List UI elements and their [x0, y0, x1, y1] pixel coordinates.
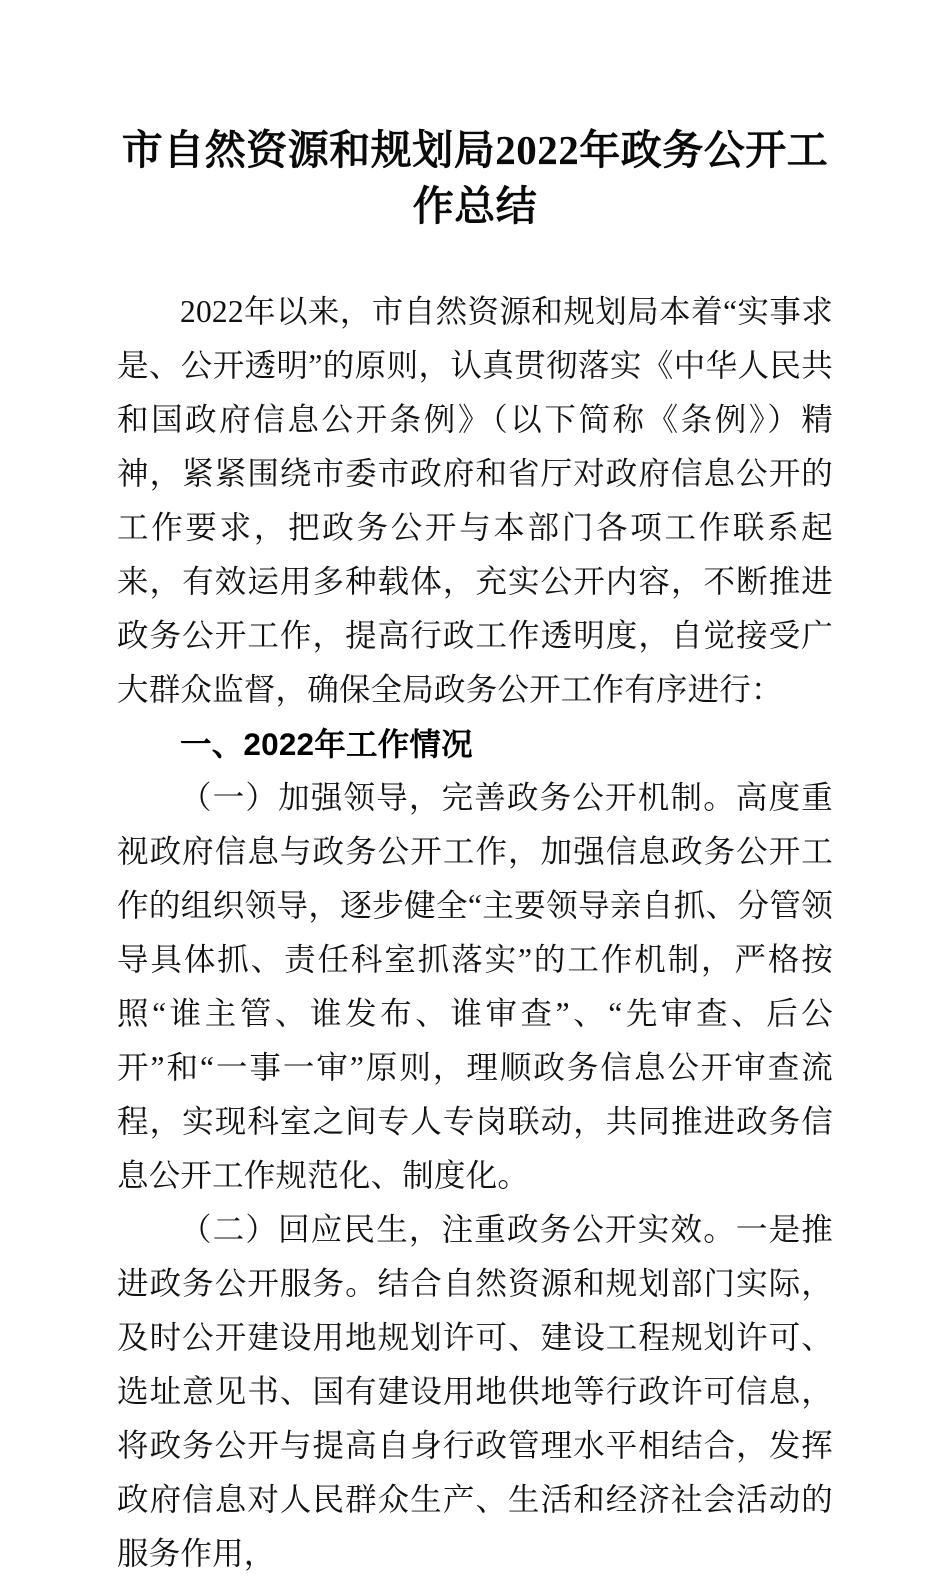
page-title: 市自然资源和规划局2022年政务公开工作总结 — [121, 127, 829, 229]
paragraph-item-one: （一）加强领导，完善政务公开机制。高度重视政府信息与政务公开工作，加强信息政务公开工作的组织领导，逐步健全“主要领导亲自抓、分管领导具体抓、责任科室抓落实”的工作机制，严格按照“谁主管、谁发布、谁审查”、“先审查、后公开”和“一事一审”原则，理顺政务信息公开审查流程，实现科室之间专人专岗联动，共同推进政务信息公开工作规范化、制度化。 — [117, 780, 833, 1193]
paragraph-intro: 2022年以来，市自然资源和规划局本着“实事求是、公开透明”的原则，认真贯彻落实《中华人民共和国政府信息公开条例》（以下简称《条例》）精神，紧紧围绕市委市政府和省厅对政府信息公开的工作要求，把政务公开与本部门各项工作联系起来，有效运用多种载体，充实公开内容，不断推进政务公开工作，提高行政工作透明度，自觉接受广大群众监督，确保全局政务公开工作有序进行： — [117, 294, 833, 707]
title-body-spacer — [117, 234, 833, 285]
paragraph-item-two: （二）回应民生，注重政务公开实效。一是推进政务公开服务。结合自然资源和规划部门实际，及时公开建设用地规划许可、建设工程规划许可、选址意见书、国有建设用地供地等行政许可信息，将政务公开与提高自身行政管理水平相结合，发挥政府信息对人民群众生产、生活和经济社会活动的服务作用， — [117, 1212, 833, 1571]
section-heading-work-situation: 一、2022年工作情况 — [180, 726, 473, 762]
